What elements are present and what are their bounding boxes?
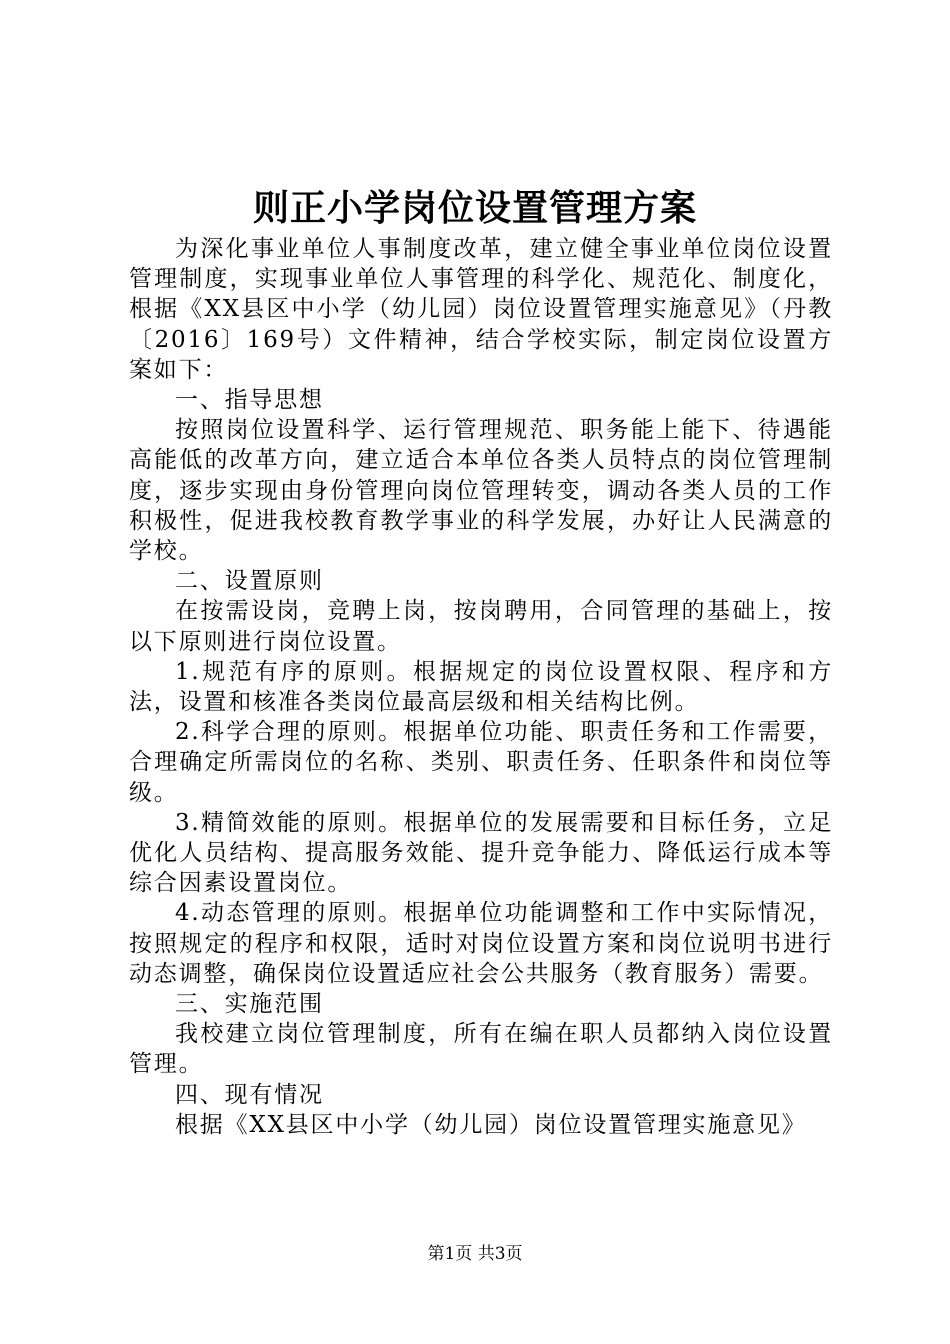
page-footer: 第1页 共3页 bbox=[427, 1244, 523, 1264]
scope-paragraph: 我校建立岗位管理制度，所有在编在职人员都纳入岗位设置管理。 bbox=[129, 1021, 833, 1078]
section-heading-principles: 二、设置原则 bbox=[175, 568, 324, 595]
principles-intro-paragraph: 在按需设岗，竞聘上岗，按岗聘用，合同管理的基础上，按以下原则进行岗位设置。 bbox=[129, 598, 833, 655]
section-heading-scope: 三、实施范围 bbox=[175, 991, 324, 1018]
section-heading-guiding-thought: 一、指导思想 bbox=[175, 387, 324, 414]
section-heading-current-situation: 四、现有情况 bbox=[175, 1081, 324, 1108]
principle-2-paragraph: 2.科学合理的原则。根据单位功能、职责任务和工作需要，合理确定所需岗位的名称、类别、职责任务、任职条件和岗位等级。 bbox=[129, 719, 833, 806]
principle-4-paragraph: 4.动态管理的原则。根据单位功能调整和工作中实际情况，按照规定的程序和权限，适时对岗位设置方案和岗位说明书进行动态调整，确保岗位设置适应社会公共服务（教育服务）需要。 bbox=[129, 900, 833, 987]
principle-3-paragraph: 3.精简效能的原则。根据单位的发展需要和目标任务，立足优化人员结构、提高服务效能、提升竞争能力、降低运行成本等综合因素设置岗位。 bbox=[129, 809, 833, 897]
guiding-thought-paragraph: 按照岗位设置科学、运行管理规范、职务能上能下、待遇能高能低的改革方向，建立适合本单位各类人员特点的岗位管理制度，逐步实现由身份管理向岗位管理转变，调动各类人员的工作积极性，促进我校教育教学事业的科学发展，办好让人民满意的学校。 bbox=[129, 417, 833, 565]
document-body bbox=[129, 234, 833, 1140]
current-situation-paragraph: 根据《XX县区中小学（幼儿园）岗位设置管理实施意见》 bbox=[175, 1111, 807, 1138]
principle-1-paragraph: 1.规范有序的原则。根据规定的岗位设置权限、程序和方法，设置和核准各类岗位最高层级和相关结构比例。 bbox=[129, 658, 833, 716]
intro-paragraph: 为深化事业单位人事制度改革，建立健全事业单位岗位设置管理制度，实现事业单位人事管理的科学化、规范化、制度化，根据《XX县区中小学（幼儿园）岗位设置管理实施意见》（丹教〔2016〕169号）文件精神，结合学校实际，制定岗位设置方案如下： bbox=[129, 236, 833, 383]
page-title: 则正小学岗位设置管理方案 bbox=[252, 188, 697, 229]
